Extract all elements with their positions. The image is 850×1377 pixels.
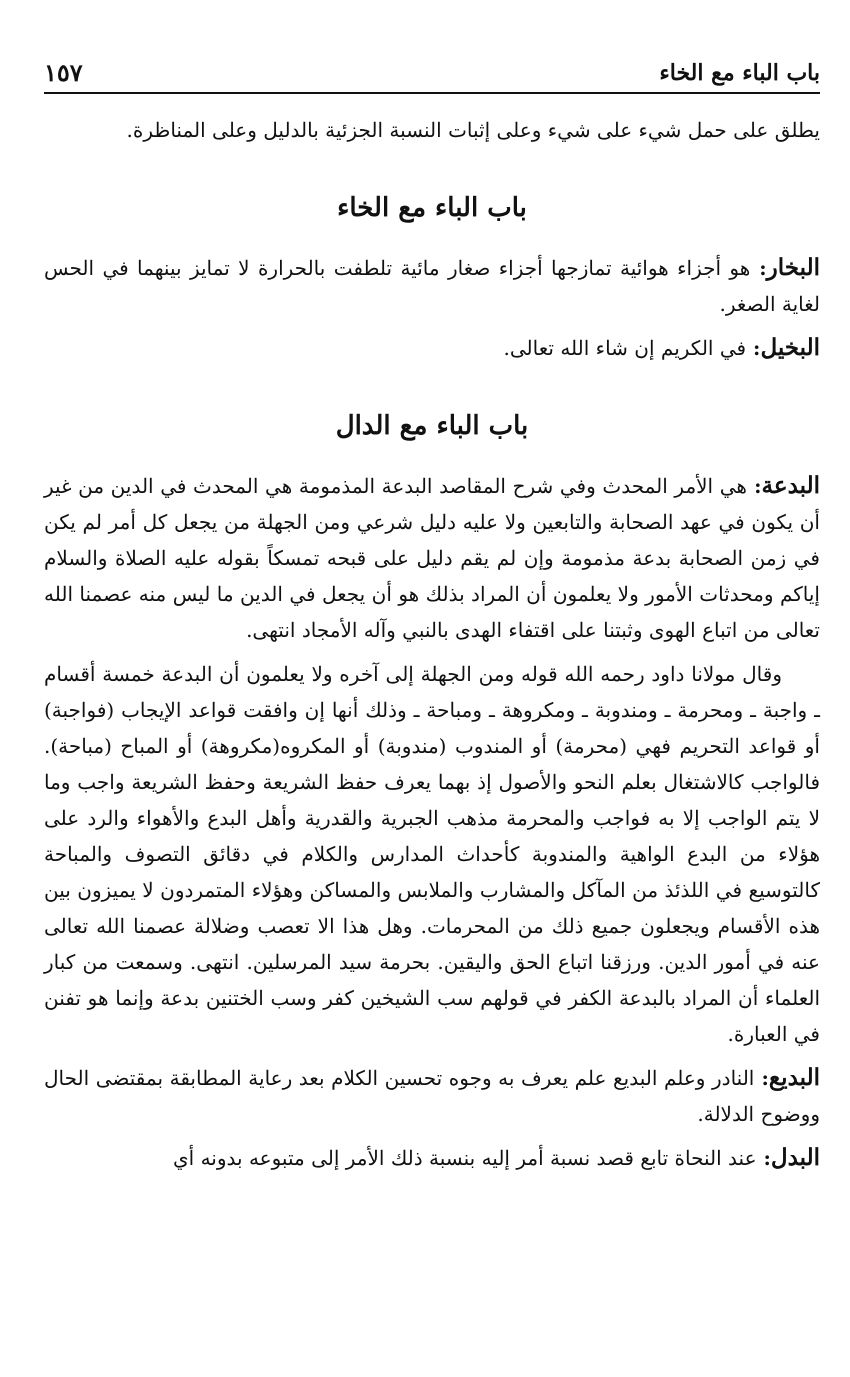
entry-badi: البديع: النادر وعلم البديع علم يعرف به وجوه تحسين الكلام بعد رعاية المطابقة بمقتضى الحال ووضوح الدلالة. [44,1064,820,1126]
entry-definition: في الكريم إن شاء الله تعالى. [503,336,747,360]
entry-definition: النادر وعلم البديع علم يعرف به وجوه تحسين الكلام بعد رعاية المطابقة بمقتضى الحال ووضوح الدلالة. [44,1066,820,1126]
entry-bidah: البدعة: هي الأمر المحدث وفي شرح المقاصد البدعة المذمومة هي المحدث في الدين من غير أن يكون في عهد الصحابة والتابعين ولا عليه دليل شرعي ومن الجهلة من يجعل كل أمر لم يكن في زمن الصحابة بدعة مذمومة وإن لم يقم دليل على قبحه تمسكاً بقوله عليه الصلاة والسلام إياكم ومحدثات الأمور ولا يعلمون أن المراد بذلك هو أن يجعل في الدين ما ليس منه عصمنا الله تعالى من اتباع الهوى وثبتنا على اقتفاء الهدى بالنبي وآله الأمجاد انتهى. [44,472,820,642]
running-head [44,52,820,94]
entry-bakhil: البخيل: في الكريم إن شاء الله تعالى. [503,334,820,361]
page-body [44,112,820,1184]
intro-line: يطلق على حمل شيء على شيء وعلى إثبات النسبة الجزئية بالدليل وعلى المناظرة. [126,118,820,142]
entry-definition: هي الأمر المحدث وفي شرح المقاصد البدعة المذمومة هي المحدث في الدين من غير أن يكون في عهد الصحابة والتابعين ولا عليه دليل شرعي ومن الجهلة من يجعل كل أمر لم يكن في زمن الصحابة بدعة مذمومة وإن لم يقم دليل على قبحه تمسكاً بقوله عليه الصلاة والسلام إياكم ومحدثات الأمور ولا يعلمون أن المراد بذلك هو أن يجعل في الدين ما ليس منه عصمنا الله تعالى من اتباع الهوى وثبتنا على اقتفاء الهدى بالنبي وآله الأمجاد انتهى. [44,474,820,642]
entry-term: البخيل [760,334,820,361]
section-heading-dal: باب الباء مع الدال [335,411,529,441]
entry-term: البديع [768,1064,820,1091]
entry-term: البدل [770,1144,820,1171]
entry-term: البخار [766,254,820,281]
entry-term: البدعة [761,472,820,499]
entry-badal: البدل: عند النحاة تابع قصد نسبة أمر إليه بنسبة ذلك الأمر إلى متبوعه بدونه أي [173,1144,820,1171]
entry-definition: عند النحاة تابع قصد نسبة أمر إليه بنسبة ذلك الأمر إلى متبوعه بدونه أي [173,1146,757,1170]
section-heading-kha: باب الباء مع الخاء [337,193,527,223]
entry-definition: هو أجزاء هوائية تمازجها أجزاء صغار مائية تلطفت بالحرارة لا تمايز بينهما في الحس لغاية الصغر. [44,256,820,316]
dawud-paragraph: وقال مولانا داود رحمه الله قوله ومن الجهلة إلى آخره ولا يعلمون أن البدعة خمسة أقسام ـ واجبة ـ ومحرمة ـ ومندوبة ـ ومكروهة ـ ومباحة ـ وذلك أنها إن وافقت قواعد الإيجاب (فواجبة) أو قواعد التحريم فهي (محرمة) أو المندوب (مندوبة) أو المكروه(مكروهة) أو المباح (مباحة). فالواجب كالاشتغال بعلم النحو والأصول إذ بهما يعرف حفظ الشريعة وحفظ الشريعة واجب وما لا يتم الواجب إلا به فواجب والمحرمة مذهب الجبرية والقدرية وأهل البدع والأهواء والرد على هؤلاء من البدع الواهية والمندوبة كأحداث المدارس والكلام في دقائق التصوف والمباحة كالتوسيع في اللذئذ من المآكل والمشارب والملابس والمساكن وهؤلاء المتمردون لا يميزون بين هذه الأقسام ويجعلون جميع ذلك من المحرمات. وهل هذا الا تعصب وضلالة عصمنا الله تعالى عنه في أمور الدين. ورزقنا اتباع الحق واليقين. بحرمة سيد المرسلين. انتهى. وسمعت من كبار العلماء أن المراد بالبدعة الكفر في قولهم سب الشيخين كفر وسب الختنين بدعة وإنما هو تفنن في العبارة. [44,662,821,1046]
page-number: ١٥٧ [44,58,83,87]
entry-bukhar: البخار: هو أجزاء هوائية تمازجها أجزاء صغار مائية تلطفت بالحرارة لا تمايز بينهما في الحس لغاية الصغر. [44,254,820,316]
running-title: باب الباء مع الخاء [659,60,820,86]
